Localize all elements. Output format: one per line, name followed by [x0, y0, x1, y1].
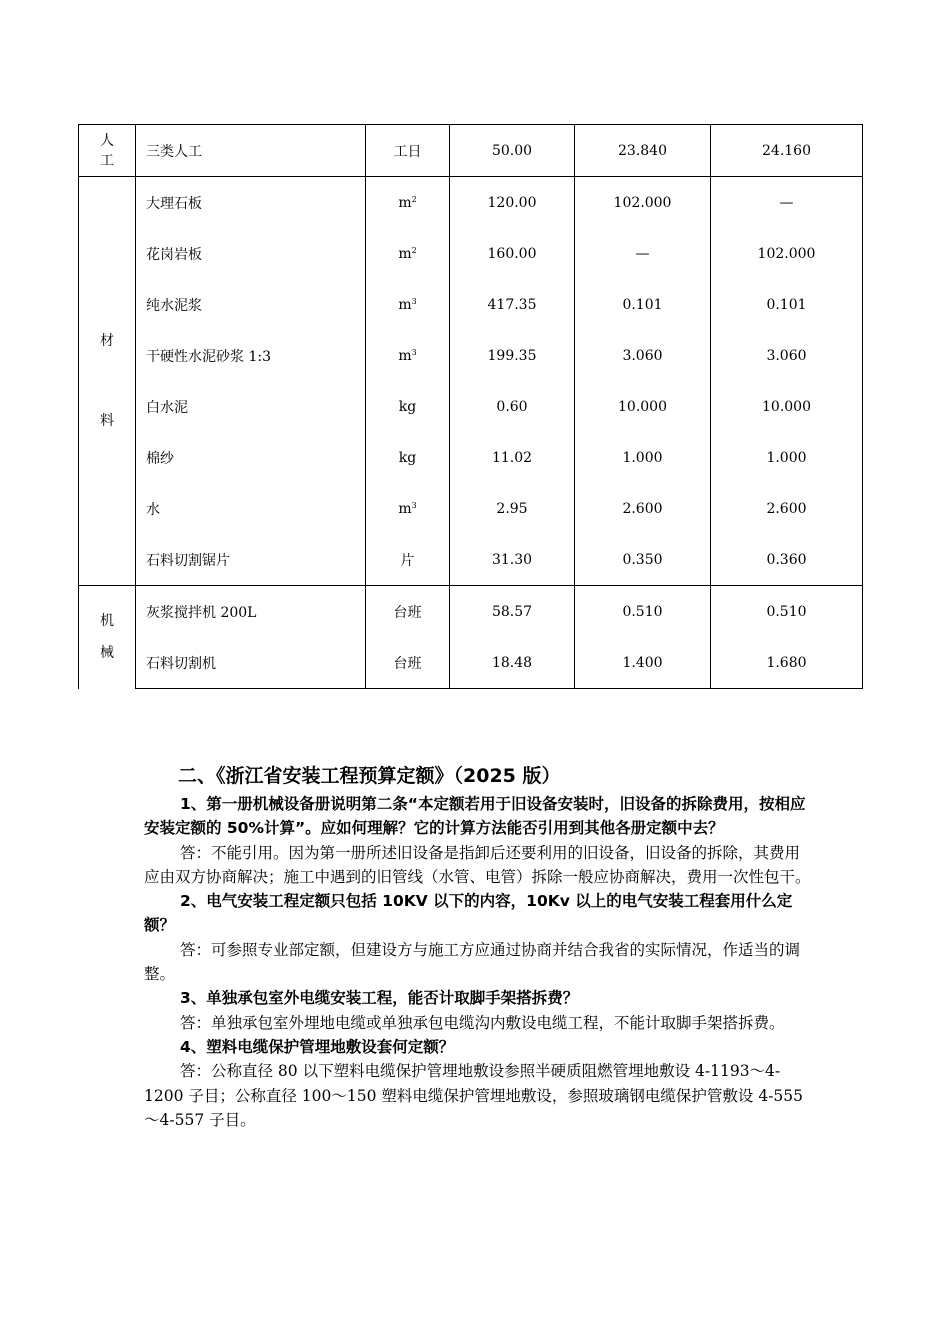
answer-1: 答：不能引用。因为第一册所述旧设备是指卸后还要利用的旧设备，旧设备的拆除，其费用应由双方协商解决；施工中遇到的旧管线（水管、电管）拆除一般应协商解决，费用一次性包干。	[144, 843, 811, 886]
table-row	[79, 330, 863, 381]
item-qty-2: 1.680	[711, 637, 863, 689]
question-4: 4、塑料电缆保护管埋地敷设套何定额？	[180, 1037, 455, 1056]
answer-2: 答：可参照专业部定额，但建设方与施工方应通过协商并结合我省的实际情况，作适当的调整。	[144, 940, 801, 984]
item-qty-1: 102.000	[575, 177, 711, 229]
category-materials: 材 料	[79, 177, 136, 586]
item-qty-1: 23.840	[575, 125, 711, 177]
item-name: 石料切割锯片	[136, 534, 366, 586]
item-qty-1: 0.350	[575, 534, 711, 586]
item-qty-1: 1.000	[575, 432, 711, 483]
item-price: 50.00	[450, 125, 575, 177]
answer-3: 答：单独承包室外埋地电缆或单独承包电缆沟内敷设电缆工程，不能计取脚手架搭拆费。	[180, 1013, 785, 1032]
item-unit: $m^2$	[366, 177, 450, 229]
item-name: 石料切割机	[136, 637, 366, 689]
item-unit: $m^3$	[366, 279, 450, 330]
table-row	[79, 483, 863, 534]
item-qty-2: 1.000	[711, 432, 863, 483]
item-price: 31.30	[450, 534, 575, 586]
item-unit: $m^3$	[366, 330, 450, 381]
item-qty-1: 1.400	[575, 637, 711, 689]
table-row	[79, 381, 863, 432]
item-unit: 台班	[366, 586, 450, 638]
table-row	[79, 279, 863, 330]
item-unit: $m^2$	[366, 228, 450, 279]
item-name: 花岗岩板	[136, 228, 366, 279]
item-qty-1: 10.000	[575, 381, 711, 432]
item-price: 199.35	[450, 330, 575, 381]
table-row	[79, 125, 863, 177]
item-price: 0.60	[450, 381, 575, 432]
article	[144, 762, 814, 1132]
category-machinery: 机 械	[79, 586, 136, 689]
item-qty-2: —	[711, 177, 863, 229]
table-row	[79, 534, 863, 586]
item-qty-1: 3.060	[575, 330, 711, 381]
table-row	[79, 586, 863, 638]
item-qty-1: 0.101	[575, 279, 711, 330]
item-name: 棉纱	[136, 432, 366, 483]
item-price: 18.48	[450, 637, 575, 689]
item-price: 2.95	[450, 483, 575, 534]
table-row	[79, 637, 863, 689]
item-name: 干硬性水泥砂浆 1:3	[136, 330, 366, 381]
item-name: 大理石板	[136, 177, 366, 229]
item-price: 120.00	[450, 177, 575, 229]
quota-table	[78, 124, 863, 689]
item-name: 三类人工	[136, 125, 366, 177]
item-qty-2: 2.600	[711, 483, 863, 534]
item-name: 白水泥	[136, 381, 366, 432]
question-3: 3、单独承包室外电缆安装工程，能否计取脚手架搭拆费？	[180, 989, 579, 1008]
item-name: 水	[136, 483, 366, 534]
section-heading: 二、《浙江省安装工程预算定额》（2025 版）	[178, 765, 561, 787]
item-price: 160.00	[450, 228, 575, 279]
item-qty-2: 3.060	[711, 330, 863, 381]
item-price: 417.35	[450, 279, 575, 330]
item-qty-1: —	[575, 228, 711, 279]
table-row	[79, 432, 863, 483]
item-price: 11.02	[450, 432, 575, 483]
table-row	[79, 228, 863, 279]
item-unit: kg	[366, 381, 450, 432]
category-labor: 人 工	[79, 125, 136, 177]
item-unit: 工日	[366, 125, 450, 177]
item-qty-2: 0.101	[711, 279, 863, 330]
item-name: 纯水泥浆	[136, 279, 366, 330]
item-unit: kg	[366, 432, 450, 483]
item-unit: 片	[366, 534, 450, 586]
question-2: 2、电气安装工程定额只包括 10KV 以下的内容，10Kv 以上的电气安装工程套用什么定额？	[144, 892, 793, 935]
item-qty-2: 24.160	[711, 125, 863, 177]
item-unit: 台班	[366, 637, 450, 689]
item-qty-2: 0.360	[711, 534, 863, 586]
item-price: 58.57	[450, 586, 575, 638]
item-qty-2: 102.000	[711, 228, 863, 279]
item-unit: $m^3$	[366, 483, 450, 534]
question-1: 1、第一册机械设备册说明第二条“本定额若用于旧设备安装时，旧设备的拆除费用，按相应安装定额的 50%计算”。应如何理解？它的计算方法能否引用到其他各册定额中去？	[144, 795, 806, 838]
item-name: 灰浆搅拌机 200L	[136, 586, 366, 638]
table-row	[79, 177, 863, 229]
item-qty-2: 0.510	[711, 586, 863, 638]
item-qty-2: 10.000	[711, 381, 863, 432]
answer-4: 答：公称直径 80 以下塑料电缆保护管埋地敷设参照半硬质阻燃管埋地敷设 4-1193～4-1200 子目；公称直径 100～150 塑料电缆保护管埋地敷设，参照玻璃钢电缆保护管敷设 4-555～4-557 子目。	[144, 1062, 804, 1129]
item-qty-1: 0.510	[575, 586, 711, 638]
item-qty-1: 2.600	[575, 483, 711, 534]
